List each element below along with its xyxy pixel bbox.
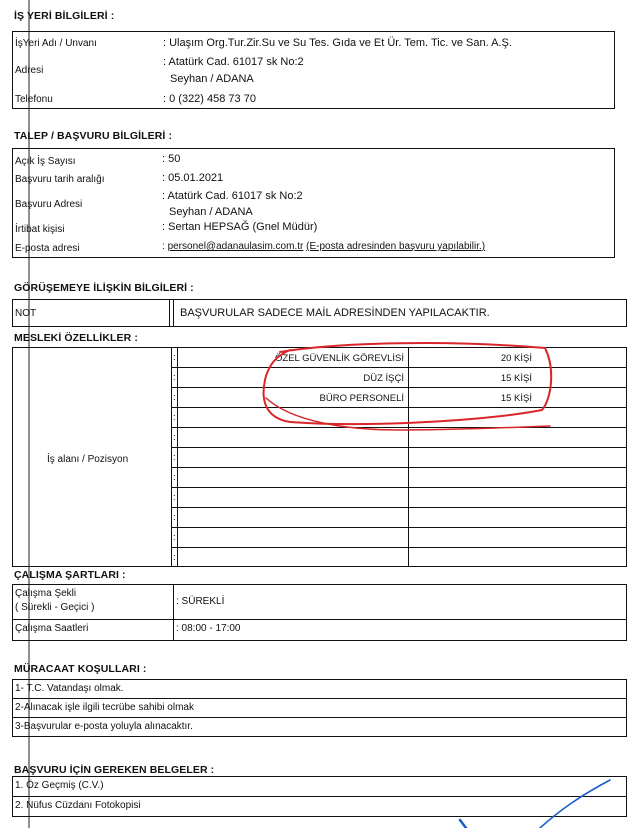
- calisma-type-value: : SÜREKLİ: [176, 596, 225, 607]
- muracaat-item-3: 3-Başvurular e-posta yoluyla alınacaktır.: [15, 721, 193, 732]
- talep-contact-label: İrtibat kişisi: [15, 224, 65, 235]
- isyeri-phone-value: : 0 (322) 458 73 70: [163, 93, 256, 105]
- position-count-2: 15 KİŞİ: [500, 373, 532, 384]
- mesleki-row-line: [171, 447, 626, 448]
- not-box: [12, 299, 627, 327]
- talep-email-prefix: :: [162, 241, 168, 252]
- muracaat-line: [13, 698, 626, 699]
- mesleki-divider-1: [171, 348, 172, 566]
- talep-address-label: Başvuru Adresi: [15, 199, 83, 210]
- muracaat-item-2: 2-Alınacak işle ilgili tecrübe sahibi olmak: [15, 702, 194, 713]
- mesleki-row-line: [171, 527, 626, 528]
- calisma-hours-label: Çalışma Saatleri: [15, 623, 89, 634]
- belge-item-1: 1. Öz Geçmiş (C.V.): [15, 780, 104, 791]
- isyeri-phone-label: Telefonu: [15, 94, 53, 105]
- mesleki-row-line: [171, 467, 626, 468]
- mesleki-row-line: [171, 487, 626, 488]
- not-divider: [169, 300, 170, 326]
- row-colon: :: [173, 552, 176, 563]
- email-note: (E-posta adresinden başvuru yapılabilir.): [306, 241, 486, 252]
- row-colon: :: [173, 512, 176, 523]
- calisma-type-label-2: ( Sürekli - Geçici ): [15, 602, 95, 613]
- talep-email-label: E-posta adresi: [15, 243, 80, 254]
- email-link[interactable]: personel@adanaulasim.com.tr: [167, 241, 304, 252]
- row-colon: :: [173, 412, 176, 423]
- muracaat-line: [13, 717, 626, 718]
- row-colon: :: [173, 532, 176, 543]
- isyeri-address-line1: : Atatürk Cad. 61017 sk No:2: [163, 56, 304, 68]
- row-colon: :: [173, 372, 176, 383]
- mesleki-row-line: [171, 507, 626, 508]
- section-title-gorusme: GÖRÜŞEMEYE İLİŞKİN BİLGİLERİ :: [14, 282, 194, 294]
- talep-date-value: : 05.01.2021: [162, 172, 224, 184]
- position-name-2: DÜZ İŞÇİ: [363, 373, 404, 384]
- talep-date-label: Başvuru tarih aralığı: [15, 174, 105, 185]
- position-name-3: BÜRO PERSONELİ: [319, 393, 404, 404]
- calisma-type-label-1: Çalışma Şekli: [15, 588, 77, 599]
- calisma-divider: [13, 619, 626, 620]
- position-count-3: 15 KİŞİ: [500, 393, 532, 404]
- isyeri-address-line2: Seyhan / ADANA: [170, 73, 254, 85]
- mesleki-divider-2: [177, 348, 178, 566]
- mesleki-row-line: [171, 547, 626, 548]
- not-divider-2: [173, 300, 174, 326]
- talep-openings-value: : 50: [162, 153, 181, 165]
- section-title-isyeri: İŞ YERİ BİLGİLERİ :: [14, 10, 115, 22]
- blue-pen-stroke: [450, 776, 620, 828]
- row-colon: :: [173, 432, 176, 443]
- talep-email-row: [162, 241, 485, 252]
- not-value: BAŞVURULAR SADECE MAİL ADRESİNDEN YAPILACAKTIR.: [180, 307, 490, 319]
- isyeri-name-label: İşYeri Adı / Unvanı: [15, 38, 97, 49]
- belge-item-2: 2. Nüfus Cüzdanı Fotokopisi: [15, 800, 141, 811]
- red-circle-annotation: [250, 338, 560, 438]
- calisma-hours-value: : 08:00 - 17:00: [176, 623, 241, 634]
- isyeri-box: [12, 31, 615, 109]
- position-name-1: ÖZEL GÜVENLİK GÖREVLİSİ: [275, 353, 404, 364]
- isyeri-name-value: : Ulaşım Org.Tur.Zir.Su ve Su Tes. Gıda ve Et Ür. Tem. Tic. ve San. A.Ş.: [163, 37, 512, 49]
- mesleki-position-label: İş alanı / Pozisyon: [47, 454, 129, 465]
- isyeri-address-label: Adresi: [15, 65, 44, 76]
- calisma-col-divider: [173, 585, 174, 640]
- section-title-calisma: ÇALIŞMA ŞARTLARI :: [14, 569, 126, 581]
- row-colon: :: [173, 492, 176, 503]
- talep-address-line2: Seyhan / ADANA: [169, 206, 253, 218]
- position-count-1: 20 KİŞİ: [500, 353, 532, 364]
- talep-box: [12, 148, 615, 258]
- talep-openings-label: Açık İş Sayısı: [15, 156, 76, 167]
- muracaat-item-1: 1- T.C. Vatandaşı olmak.: [15, 683, 124, 694]
- calisma-box: [12, 584, 627, 641]
- talep-contact-value: : Sertan HEPSAĞ (Gnel Müdür): [162, 221, 318, 233]
- section-title-talep: TALEP / BAŞVURU BİLGİLERİ :: [14, 130, 173, 142]
- muracaat-box: [12, 679, 627, 737]
- row-colon: :: [173, 352, 176, 363]
- section-title-muracaat: MÜRACAAT KOŞULLARI :: [14, 663, 147, 675]
- row-colon: :: [173, 452, 176, 463]
- section-title-belgeler: BAŞVURU İÇİN GEREKEN BELGELER :: [14, 764, 215, 776]
- row-colon: :: [173, 472, 176, 483]
- not-label: NOT: [15, 308, 37, 319]
- section-title-mesleki: MESLEKİ ÖZELLİKLER :: [14, 332, 138, 344]
- row-colon: :: [173, 392, 176, 403]
- talep-address-line1: : Atatürk Cad. 61017 sk No:2: [162, 190, 303, 202]
